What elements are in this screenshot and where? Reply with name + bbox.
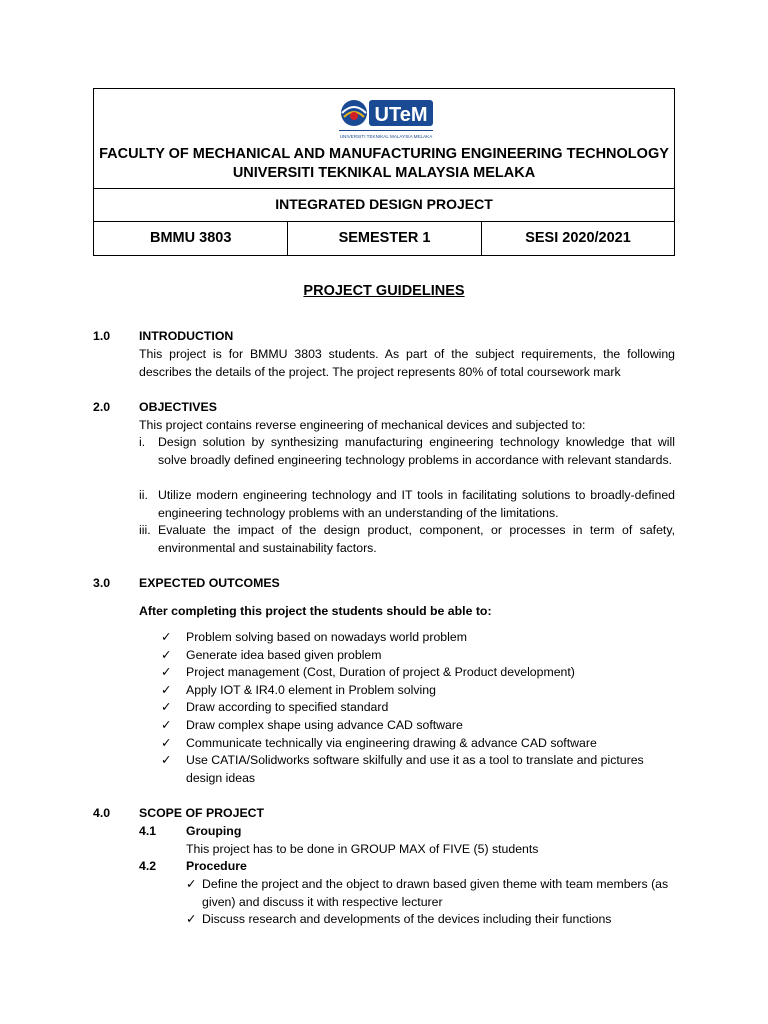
outcome-text: Use CATIA/Solidworks software skilfully and use it as a tool to translate and pictures design ideas [186,753,644,785]
faculty-heading [94,145,674,183]
outcome-text: Draw according to specified standard [186,700,389,714]
outcome-text: Apply IOT & IR4.0 element in Problem solving [186,683,436,697]
section-number-scope: 4.0 [93,806,111,820]
session: SESI 2020/2021 [525,230,631,246]
outcome-text: Project management (Cost, Duration of project & Product development) [186,665,575,679]
outcome-item [161,647,675,665]
outcome-item [161,717,675,735]
section-heading-intro: INTRODUCTION [139,329,234,343]
logo-text: UTeM [374,104,428,126]
check-icon: ✓ [161,683,172,697]
header-row-course [94,188,674,222]
section-number-intro: 1.0 [93,329,111,343]
outcome-text: Generate idea based given problem [186,648,382,662]
outcome-text: Communicate technically via engineering drawing & advance CAD software [186,736,597,750]
logo-subtext: UNIVERSITI TEKNIKAL MALAYSIA MELAKA [339,134,433,139]
procedure-text: Discuss research and developments of the devices including their functions [202,912,612,926]
objective-text: Design solution by synthesizing manufacturing engineering technology knowledge that will solve broadly defined engineering technology problems in accordance with relevant standards. [158,435,675,467]
semester: SEMESTER 1 [288,221,482,255]
objective-item [139,434,675,470]
check-icon: ✓ [161,718,172,732]
check-icon: ✓ [161,753,172,767]
objective-marker: ii. [139,488,148,502]
outcome-item [161,752,675,788]
section-number-objectives: 2.0 [93,400,111,414]
objective-marker: i. [139,435,146,449]
subsection-heading-grouping: Grouping [186,824,242,838]
outcome-text: Draw complex shape using advance CAD software [186,718,463,732]
check-icon: ✓ [161,736,172,750]
intro-text: This project is for BMMU 3803 students. As part of the subject requirements, the following describes the details of the project. The project represents 80% of total coursework mark [139,347,675,379]
objective-text: Utilize modern engineering technology and IT tools in facilitating solutions to broadly-defined engineering technology problems with an understanding of the limitations. [158,488,675,520]
section-heading-scope: SCOPE OF PROJECT [139,806,265,820]
header-row-faculty [94,89,674,189]
procedure-text: Define the project and the object to drawn based given theme with team members (as given) and discuss it with respective lecturer [202,877,669,909]
page-title: PROJECT GUIDELINES [303,283,465,299]
outcome-item [161,735,675,753]
faculty-line-2: UNIVERSITI TEKNIKAL MALAYSIA MELAKA [232,165,536,181]
check-icon: ✓ [186,877,197,891]
objective-marker: iii. [139,523,151,537]
outcomes-lead: After completing this project the students should be able to: [139,604,492,618]
course-title: INTEGRATED DESIGN PROJECT [275,196,493,212]
check-icon: ✓ [161,665,172,679]
header-table [93,88,675,256]
outcome-item [161,629,675,647]
outcome-item [161,682,675,700]
subsection-number-procedure: 4.2 [139,859,157,873]
section-heading-outcomes: EXPECTED OUTCOMES [139,576,280,590]
subsection-number-grouping: 4.1 [139,824,157,838]
outcome-item [161,699,675,717]
check-icon: ✓ [161,630,172,644]
check-icon: ✓ [161,700,172,714]
header-row-details [94,221,674,255]
objective-text: Evaluate the impact of the design product, component, or processes in term of safety, environmental and sustainability factors. [158,523,675,555]
utem-logo [336,97,436,141]
objectives-lead: This project contains reverse engineering of mechanical devices and subjected to: [139,418,586,432]
objective-item [139,487,675,523]
procedure-item [186,876,675,912]
outcome-text: Problem solving based on nowadays world problem [186,630,467,644]
check-icon: ✓ [161,648,172,662]
outcome-item [161,664,675,682]
subsection-heading-procedure: Procedure [186,859,247,873]
faculty-line-1: FACULTY OF MECHANICAL AND MANUFACTURING ENGINEERING TECHNOLOGY [99,146,669,162]
section-heading-objectives: OBJECTIVES [139,400,217,414]
check-icon: ✓ [186,912,197,926]
course-code: BMMU 3803 [94,221,288,255]
grouping-text: This project has to be done in GROUP MAX of FIVE (5) students [186,842,539,856]
procedure-item [186,911,675,929]
section-number-outcomes: 3.0 [93,576,111,590]
objective-item [139,522,675,558]
